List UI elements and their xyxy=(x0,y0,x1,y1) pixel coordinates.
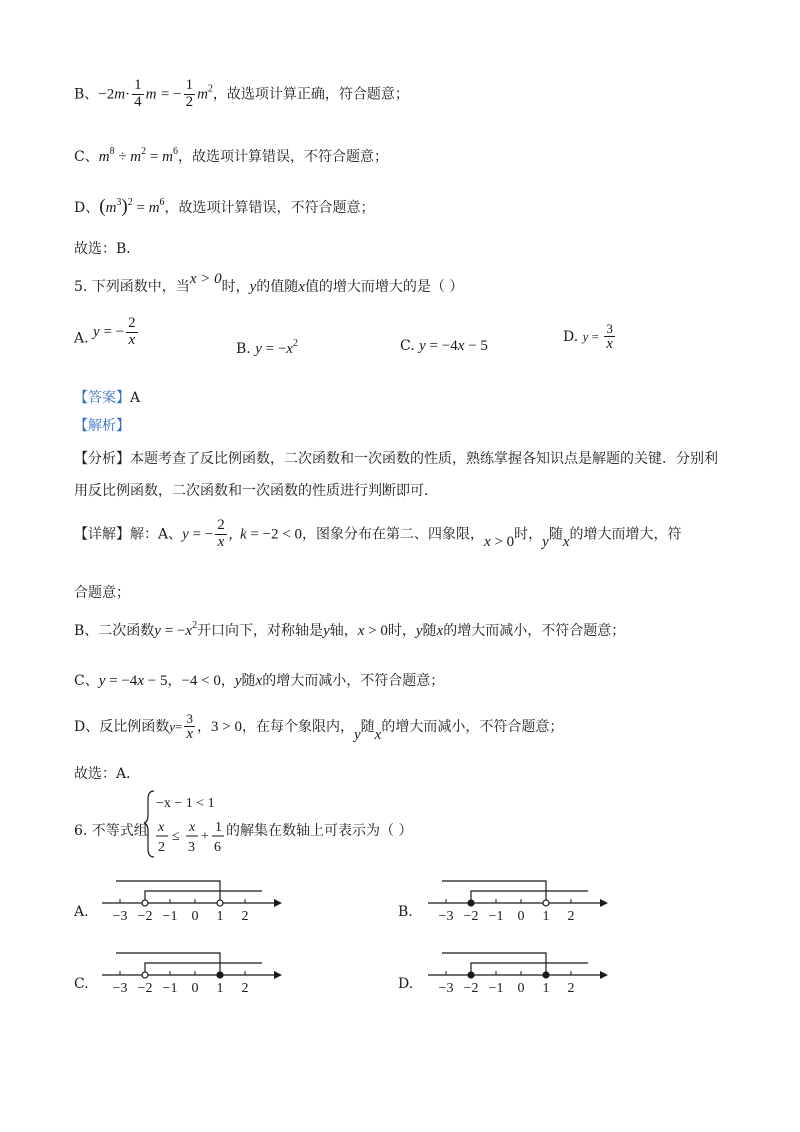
fraction: $\frac{1}{2}$ xyxy=(185,77,194,110)
tick-label: 2 xyxy=(567,981,575,994)
q5-option-d: D. y = $\frac{3}{x}$ xyxy=(563,321,613,352)
axis-arrow xyxy=(274,971,282,979)
tick-label: −1 xyxy=(488,981,504,994)
solution-ray-upper xyxy=(116,881,220,903)
svg-text:x: x xyxy=(158,820,165,835)
tick-label: 0 xyxy=(191,981,199,994)
tick-label: 1 xyxy=(542,909,550,922)
q6-number-line-c xyxy=(96,948,286,994)
q4-option-b: B、−2m· $\frac{1}{4}$ m = − $\frac{1}{2}$ $m^2$，故选项计算正确，符合题意； xyxy=(74,77,409,110)
solution-ray-lower xyxy=(145,891,262,903)
endpoint-right xyxy=(217,972,223,978)
solution-ray-upper xyxy=(116,953,220,975)
axis-arrow xyxy=(600,971,608,979)
q5-detail-a-cont: 合题意； xyxy=(74,585,130,601)
q6-number-line-a xyxy=(96,876,286,922)
tick-label: −2 xyxy=(463,981,479,994)
q4-option-d: D、$(m^3)^2 = m^6$，故选项计算错误，不符合题意； xyxy=(74,196,375,217)
tick-label: −2 xyxy=(137,909,153,922)
q5-fenxi-line1: 【分析】本题考查了反比例函数，二次函数和一次函数的性质，熟练掌握各知识点是解题的关键．分别利 xyxy=(74,451,718,467)
tick-label: −1 xyxy=(162,981,178,994)
endpoint-right xyxy=(543,900,549,906)
q5-detail-a: 【详解】解：A、y = − $\frac{2}{x}$ , k = −2 < 0，图象分布在第二、四象限，x > 0时，y随x的增大而增大，符 xyxy=(74,517,682,551)
q5-answer: 【答案】A xyxy=(74,390,141,406)
tick-label: 0 xyxy=(517,981,525,994)
endpoint-left xyxy=(142,972,148,978)
tick-label: −2 xyxy=(137,981,153,994)
q5-option-c: C. y = −4x − 5 xyxy=(400,338,488,354)
tick-label: 1 xyxy=(216,981,224,994)
inequality-1: −x − 1 < 1 xyxy=(156,796,215,811)
tick-label: 2 xyxy=(241,909,249,922)
tick-label: 1 xyxy=(216,909,224,922)
svg-text:6: 6 xyxy=(214,840,221,855)
q4-answer: 故选：B． xyxy=(74,241,141,257)
q5-final-answer: 故选：A． xyxy=(74,766,141,782)
q6-option-a-label: A. xyxy=(74,904,89,920)
solution-ray-lower xyxy=(471,963,588,975)
svg-text:3: 3 xyxy=(188,840,195,855)
q5-detail-c: C、y = −4x − 5，−4 < 0，y随x的增大而减小，不符合题意； xyxy=(74,673,445,689)
endpoint-left xyxy=(468,972,474,978)
q6-number-line-d xyxy=(422,948,612,994)
q6-option-c-label: C. xyxy=(74,976,89,992)
endpoint-left xyxy=(142,900,148,906)
solution-ray-upper xyxy=(442,881,546,903)
tick-label: −3 xyxy=(438,909,454,922)
q4-option-c: C、$m^8 \div m^2 = m^6$，故选项计算错误，不符合题意； xyxy=(74,146,388,165)
tick-label: −3 xyxy=(112,909,128,922)
tick-label: 1 xyxy=(542,981,550,994)
q6-stem-text: 的解集在数轴上可表示为（ ） xyxy=(226,823,413,839)
fraction: $\frac{1}{4}$ xyxy=(134,77,142,110)
solution-ray-upper xyxy=(442,953,546,975)
tick-label: −3 xyxy=(438,981,454,994)
tick-label: 2 xyxy=(567,909,575,922)
q5-analysis-tag: 【解析】 xyxy=(74,418,130,434)
svg-text:1: 1 xyxy=(215,820,222,835)
endpoint-right xyxy=(543,972,549,978)
q5-stem: 5. 下列函数中，当x > 0时，y的值随x值的增大而增大的是（ ） xyxy=(74,271,464,295)
axis-arrow xyxy=(600,899,608,907)
endpoint-right xyxy=(217,900,223,906)
q5-option-b: B. $y = -x^2$ xyxy=(236,338,298,357)
endpoint-left xyxy=(468,900,474,906)
tick-label: 0 xyxy=(517,909,525,922)
solution-ray-lower xyxy=(471,891,588,903)
tick-label: −1 xyxy=(162,909,178,922)
svg-text:+: + xyxy=(201,829,209,844)
q6-option-d-label: D. xyxy=(398,976,414,992)
svg-text:x: x xyxy=(189,820,196,835)
q5-detail-d: D、反比例函数y= $\frac{3}{x}$ ，3 > 0，在每个象限内，y随x的增大而减小，不符合题意； xyxy=(74,711,564,744)
q6-number-line-b xyxy=(422,876,612,922)
q5-detail-b: B、二次函数$y = -x^2$开口向下，对称轴是y轴，x > 0时，y随x的增大而减小，不符合题意； xyxy=(74,620,626,639)
tick-label: −3 xyxy=(112,981,128,994)
tick-label: 2 xyxy=(241,981,249,994)
tick-label: −2 xyxy=(463,909,479,922)
q5-fenxi-line2: 用反比例函数，二次函数和一次函数的性质进行判断即可． xyxy=(74,483,438,499)
tick-label: −1 xyxy=(488,909,504,922)
tick-label: 0 xyxy=(191,909,199,922)
q6-option-b-label: B. xyxy=(398,904,413,920)
svg-text:2: 2 xyxy=(158,840,165,855)
q6-stem-label: 6. 不等式组 xyxy=(74,823,148,839)
svg-text:≤: ≤ xyxy=(172,829,180,844)
axis-arrow xyxy=(274,899,282,907)
solution-ray-lower xyxy=(145,963,262,975)
q5-option-a: A. y = − $\frac{2}{x}$ xyxy=(74,315,136,348)
q6-inequality-system xyxy=(144,787,228,859)
